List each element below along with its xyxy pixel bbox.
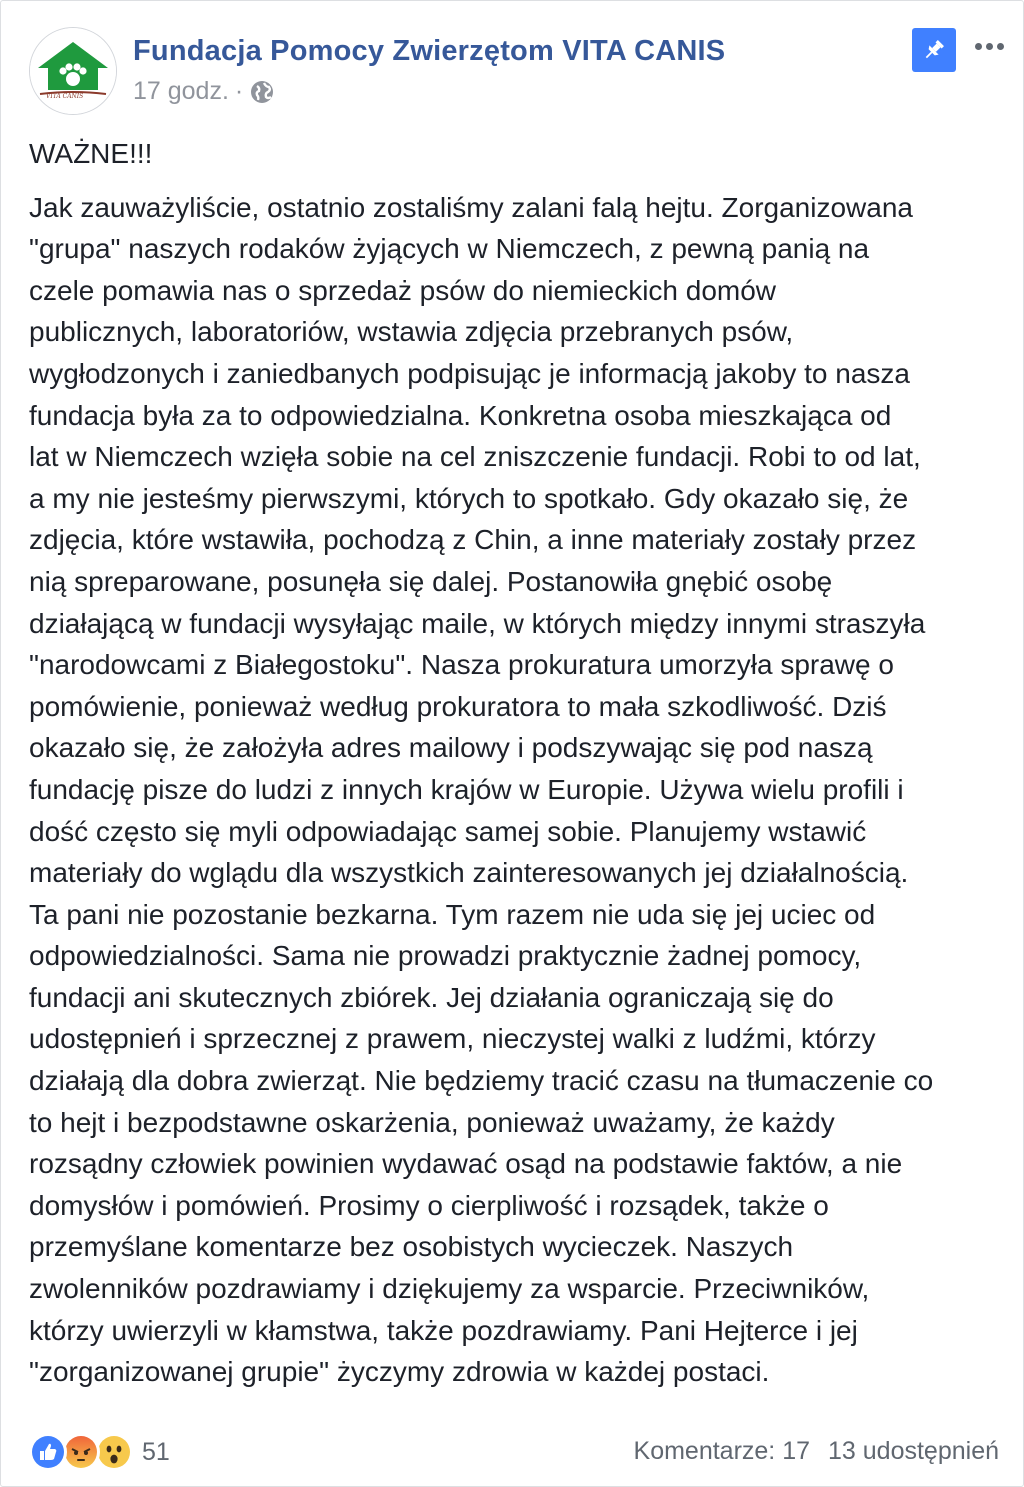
post-body-line: Jak zauważyliście, ostatnio zostaliśmy zalani falą hejtu. Zorganizowana (29, 191, 913, 223)
post-body-line: udostępnień i sprzecznej z prawem, nieczystej walki z ludźmi, którzy (29, 1023, 876, 1055)
post-body-line: zdjęcia, które wstawiła, pochodzą z Chin, a inne materiały zostały przez (29, 524, 917, 556)
post-body-line: fundacja była za to odpowiedzialna. Konkretna osoba mieszkająca od (29, 399, 892, 431)
logo-text: VITA CANIS (46, 93, 84, 100)
post-body-line: fundację pisze do ludzi z innych krajów w Europie. Używa wielu profili i (29, 773, 904, 805)
post-body-line: a my nie jesteśmy pierwszymi, których to spotkało. Gdy okazało się, że (29, 482, 909, 514)
angry-reaction-icon (62, 1433, 100, 1471)
wow-reaction-icon (95, 1433, 133, 1471)
post-body-line: przemyślane komentarze bez osobistych wycieczek. Naszych (29, 1231, 794, 1263)
shares-count-link[interactable]: 13 udostępnień (828, 1437, 999, 1465)
post-body-line: to hejt i bezpodstawne oskarżenia, ponieważ uważamy, że każdy (29, 1106, 835, 1138)
globe-icon[interactable] (249, 79, 275, 105)
post-headline: WAŻNE!!! (29, 138, 153, 169)
post-body-line: rozsądny człowiek powinien wydawać osąd na podstawie faktów, a nie (29, 1148, 903, 1180)
post-timestamp[interactable]: 17 godz. (133, 77, 229, 105)
post-body-line: "zorganizowanej grupie" życzymy zdrowia w każdej postaci. (29, 1356, 770, 1388)
post-body-line: działającą w fundacji wysyłając maile, w których między innymi straszyła (29, 607, 926, 639)
post-body-line: publicznych, laboratoriów, wstawia zdjęcia przebranych psów, (29, 316, 794, 348)
post-meta (133, 77, 275, 106)
post-body-line: domysłów i pomówień. Prosimy o cierpliwość i rozsądek, także o (29, 1189, 829, 1221)
post-stats (634, 1437, 999, 1466)
post-body-line: fundacji ani skutecznych zbiórek. Jej działania ograniczają się do (29, 981, 834, 1013)
post-body-line: nią spreparowane, posunęła się dalej. Postanowiła gnębić osobę (29, 565, 833, 597)
post-content (29, 133, 1014, 1393)
post-body-line: działają dla dobra zwierząt. Nie będziemy tracić czasu na tłumaczenie co (29, 1065, 934, 1097)
post-body-line: czele pomawia nas o sprzedaż psów do niemieckich domów (29, 274, 777, 306)
post-body-line: lat w Niemczech wzięła sobie na cel zniszczenie fundacji. Robi to od lat, (29, 441, 921, 473)
post-body-line: pomówienie, ponieważ według prokuratora to mała szkodliwość. Dziś (29, 690, 887, 722)
post-body-line: materiały do wglądu dla wszystkich zainteresowanych jej działalnością. (29, 857, 909, 889)
reaction-count: 51 (142, 1437, 170, 1466)
post-body-line: "narodowcami z Białegostoku". Nasza prokuratura umorzyła sprawę o (29, 649, 894, 681)
post-body-line: dość często się myli odpowiadając samej sobie. Planujemy wstawić (29, 815, 867, 847)
more-options-icon[interactable] (969, 31, 1009, 61)
post-body-line: wygłodzonych i zaniedbanych podpisując je informacją jakoby to nasza (29, 357, 910, 389)
post-body-line: Ta pani nie pozostanie bezkarna. Tym razem nie uda się jej uciec od (29, 898, 876, 930)
pin-button[interactable] (912, 28, 956, 72)
like-reaction-icon (29, 1433, 67, 1471)
post-body-line: okazało się, że założyła adres mailowy i podszywając się pod naszą (29, 732, 873, 764)
page-name-link[interactable]: Fundacja Pomocy Zwierzętom VITA CANIS (133, 35, 726, 67)
reactions-summary[interactable] (29, 1433, 170, 1471)
page-avatar[interactable] (29, 27, 117, 115)
post-body-line: odpowiedzialności. Sama nie prowadzi praktycznie żadnej pomocy, (29, 940, 862, 972)
post-body (29, 187, 1014, 1393)
pin-icon (921, 37, 947, 63)
post-body-line: "grupa" naszych rodaków żyjących w Niemczech, z pewną panią na (29, 233, 870, 265)
meta-separator: · (234, 77, 244, 105)
post-body-line: którzy uwierzyli w kłamstwa, także pozdrawiamy. Pani Hejterce i jej (29, 1314, 858, 1346)
post-body-line: zwolenników pozdrawiamy i dziękujemy za wsparcie. Przeciwników, (29, 1273, 870, 1305)
vita-canis-logo (30, 28, 116, 114)
comments-count-link[interactable]: Komentarze: 17 (633, 1437, 811, 1465)
